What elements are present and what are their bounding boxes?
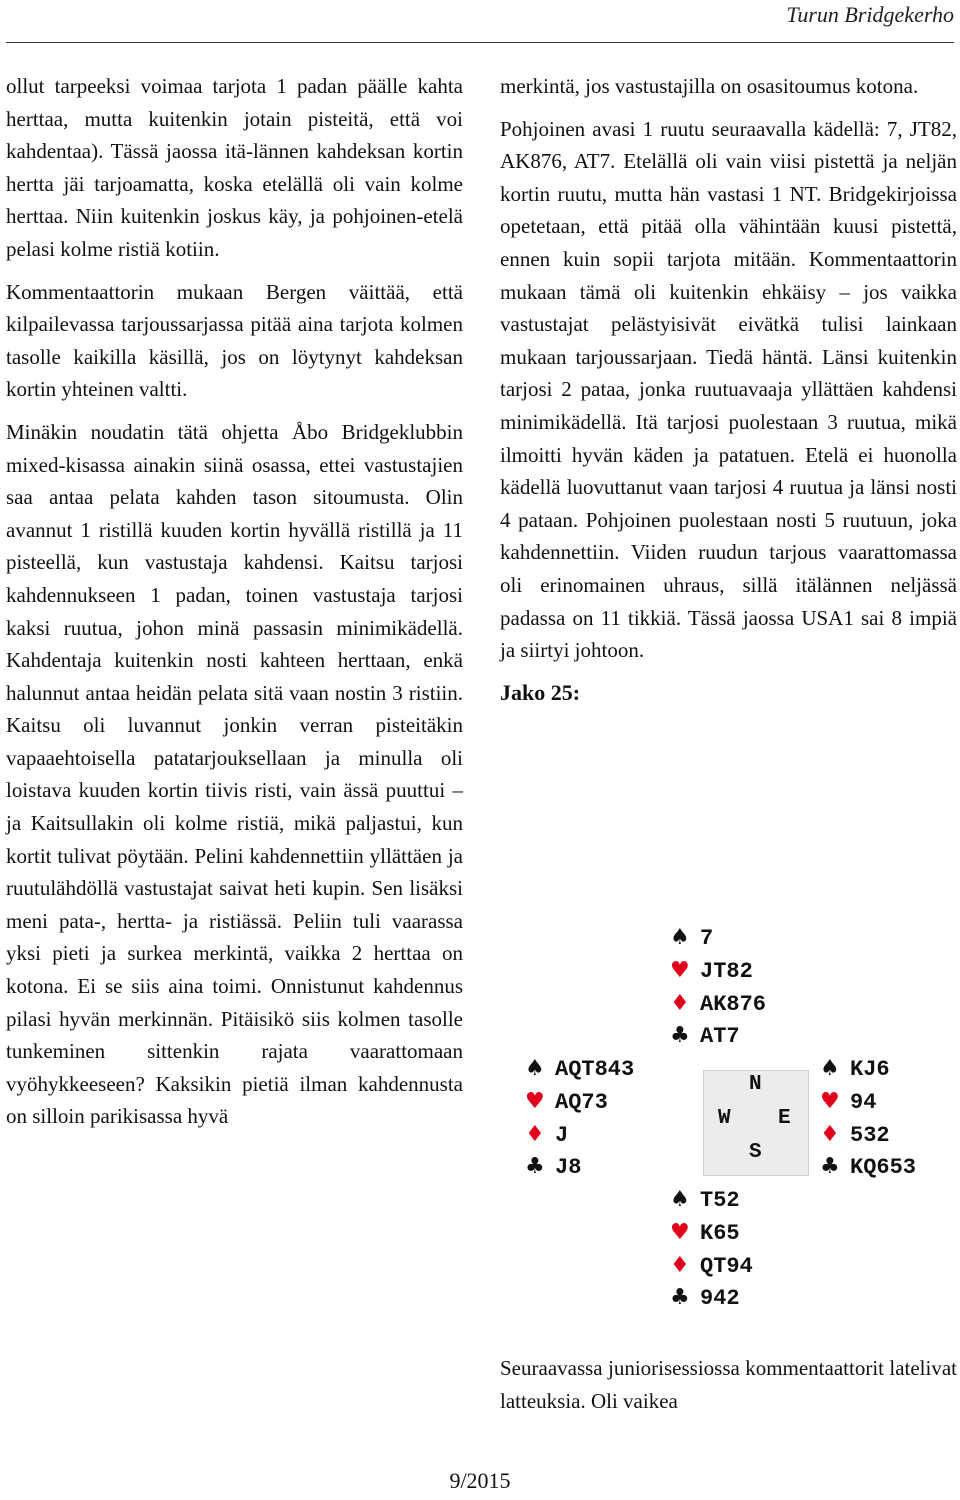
club-icon: ♣ (670, 1285, 690, 1311)
club-icon: ♣ (820, 1154, 840, 1180)
compass-west: W (718, 1107, 731, 1130)
spade-icon: ♠ (820, 1056, 840, 1081)
north-clubs: AT7 (700, 1024, 740, 1050)
east-hearts: 94 (850, 1089, 877, 1115)
paragraph: Kommentaattorin mukaan Bergen väittää, että kilpailevassa tarjoussarjassa pitää aina tarjota kolmen tasolle kaikilla käsillä, jos on löytynyt kahdeksan kortin yhteinen valtti. (6, 279, 463, 402)
south-clubs: 942 (700, 1286, 740, 1312)
north-hand (670, 922, 766, 1053)
publication-title: Turun Bridgekerho (786, 2, 954, 27)
west-hearts: AQ73 (555, 1089, 608, 1115)
heart-icon: ♥ (820, 1088, 840, 1114)
spade-icon: ♠ (670, 1187, 690, 1212)
north-hearts: JT82 (700, 958, 753, 984)
continuation-paragraph: Seuraavassa juniorisessiossa kommentaattorit latelivat latteuksia. Oli vaikea (500, 1356, 957, 1413)
east-diamonds: 532 (850, 1122, 890, 1148)
paragraph: merkintä, jos vastustajilla on osasitoumus kotona. (500, 74, 919, 98)
south-hearts: K65 (700, 1220, 740, 1246)
right-column (500, 70, 957, 719)
club-icon: ♣ (525, 1154, 545, 1180)
south-diamonds: QT94 (700, 1253, 753, 1279)
north-spades: 7 (700, 926, 714, 951)
east-clubs: KQ653 (850, 1155, 917, 1181)
heart-icon: ♥ (670, 957, 690, 983)
north-diamonds: AK876 (700, 991, 767, 1017)
diamond-icon: ♦ (670, 1252, 690, 1278)
compass-south: S (749, 1141, 762, 1164)
west-hand (525, 1053, 634, 1184)
east-hand (820, 1053, 916, 1184)
west-spades: AQT843 (555, 1057, 635, 1082)
club-icon: ♣ (670, 1023, 690, 1049)
paragraph: ollut tarpeeksi voimaa tarjota 1 padan päälle kahta herttaa, mutta kuitenkin jotain pisteitä, että voi kahdentaa). Tässä jaossa itä-lännen kahdeksan kortin hertta jäi tarjoamatta, koska etelällä oli vain kolme herttaa. Niin kuitenkin joskus käy, ja pohjoinen-etelä pelasi kolme ristiä kotiin. (6, 74, 463, 261)
bridge-deal-diagram (500, 922, 957, 1322)
south-hand (670, 1184, 753, 1315)
spade-icon: ♠ (670, 925, 690, 950)
spade-icon: ♠ (525, 1056, 545, 1081)
diamond-icon: ♦ (525, 1121, 545, 1147)
west-diamonds: J (555, 1122, 569, 1148)
east-spades: KJ6 (850, 1057, 890, 1082)
left-column (6, 70, 463, 1143)
heart-icon: ♥ (670, 1219, 690, 1245)
west-clubs: J8 (555, 1155, 582, 1181)
header-divider (6, 42, 954, 43)
compass-box (703, 1070, 809, 1176)
compass-east: E (778, 1107, 791, 1130)
paragraph: Pohjoinen avasi 1 ruutu seuraavalla kädellä: 7, JT82, AK876, AT7. Etelällä oli vain viisi pistettä ja neljän kortin ruutu, mutta hän vastasi 1 NT. Bridgekirjoissa opetetaan, että pitää olla vähintään kuusi pistettä, ennen kuin sopii tarjota mitään. Kommentaattorin mukaan tämä oli kuitenkin ehkäisy – jos vaikka vastustajat pelästyisivät eivätkä tulisi lainkaan mukaan tarjoussarjaan. Tiedä häntä. Länsi kuitenkin tarjosi 2 pataa, jonka ruutuavaaja yllättäen kahdensi minimikädellä. Itä tarjosi puolestaan 3 ruutua, mikä ilmoitti hyvän käden ja patatuen. Etelä ei huonolla kädellä luovuttanut vaan tarjosi 4 ruutua ja länsi nosti 4 pataan. Pohjoinen puolestaan nosti 5 ruutuun, joka kahdennettiin. Viiden ruudun tarjous vaarattomassa oli erinomainen uhraus, sillä itälännen neljässä padassa on 11 tikkiä. Tässä jaossa USA1 sai 8 impiä ja siirtyi johtoon. (500, 116, 957, 663)
compass-north: N (749, 1073, 762, 1096)
diamond-icon: ♦ (670, 990, 690, 1016)
deal-heading: Jako 25: (500, 679, 581, 705)
south-spades: T52 (700, 1188, 740, 1213)
page-number: 9/2015 (449, 1468, 511, 1493)
paragraph: Minäkin noudatin tätä ohjetta Åbo Bridgeklubbin mixed-kisassa ainakin siinä osassa, ettei vastustajien saa antaa pelata kahden tason sitoumusta. Olin avannut 1 ristillä kuuden kortin hyvällä ristillä ja 11 pisteellä, kun vastustaja kahdensi. Kaitsu tarjosi kahdennukseen 1 padan, toinen vastustaja tarjosi kaksi ruutua, johon minä passasin minimikädellä. Kahdentaja kuitenkin nosti kahteen herttaan, enkä halunnut antaa heidän pelata sitä vaan nostin 3 ristiin. Kaitsu oli luvannut jonkin verran pisteitäkin vapaaehtoisella patatarjouksellaan ja minulla oli loistava kuuden kortin tiivis risti, vain ässä puuttui – ja Kaitsullakin oli kolme ristiä, mikä paljastui, kun kortit tulivat pöytään. Pelini kahdennettiin yllättäen ja ruutulähdöllä vastustajat saivat heti kupin. Sen lisäksi meni pata-, hertta- ja ristiässä. Peliin tuli vaarassa yksi pieti ja surkea merkintä, vaikka 2 herttaa on kotona. Ei se siis aina toimi. Onnistunut kahdennus pilasi hyvän merkinnän. Pitäisikö siis kolmen tasolle tunkeminen sittenkin rajata vaarattomaan vyöhykkeeseen? Kaksikin pietiä ilman kahdennusta on silloin parikisassa hyvä (6, 419, 463, 1129)
diamond-icon: ♦ (820, 1121, 840, 1147)
heart-icon: ♥ (525, 1088, 545, 1114)
